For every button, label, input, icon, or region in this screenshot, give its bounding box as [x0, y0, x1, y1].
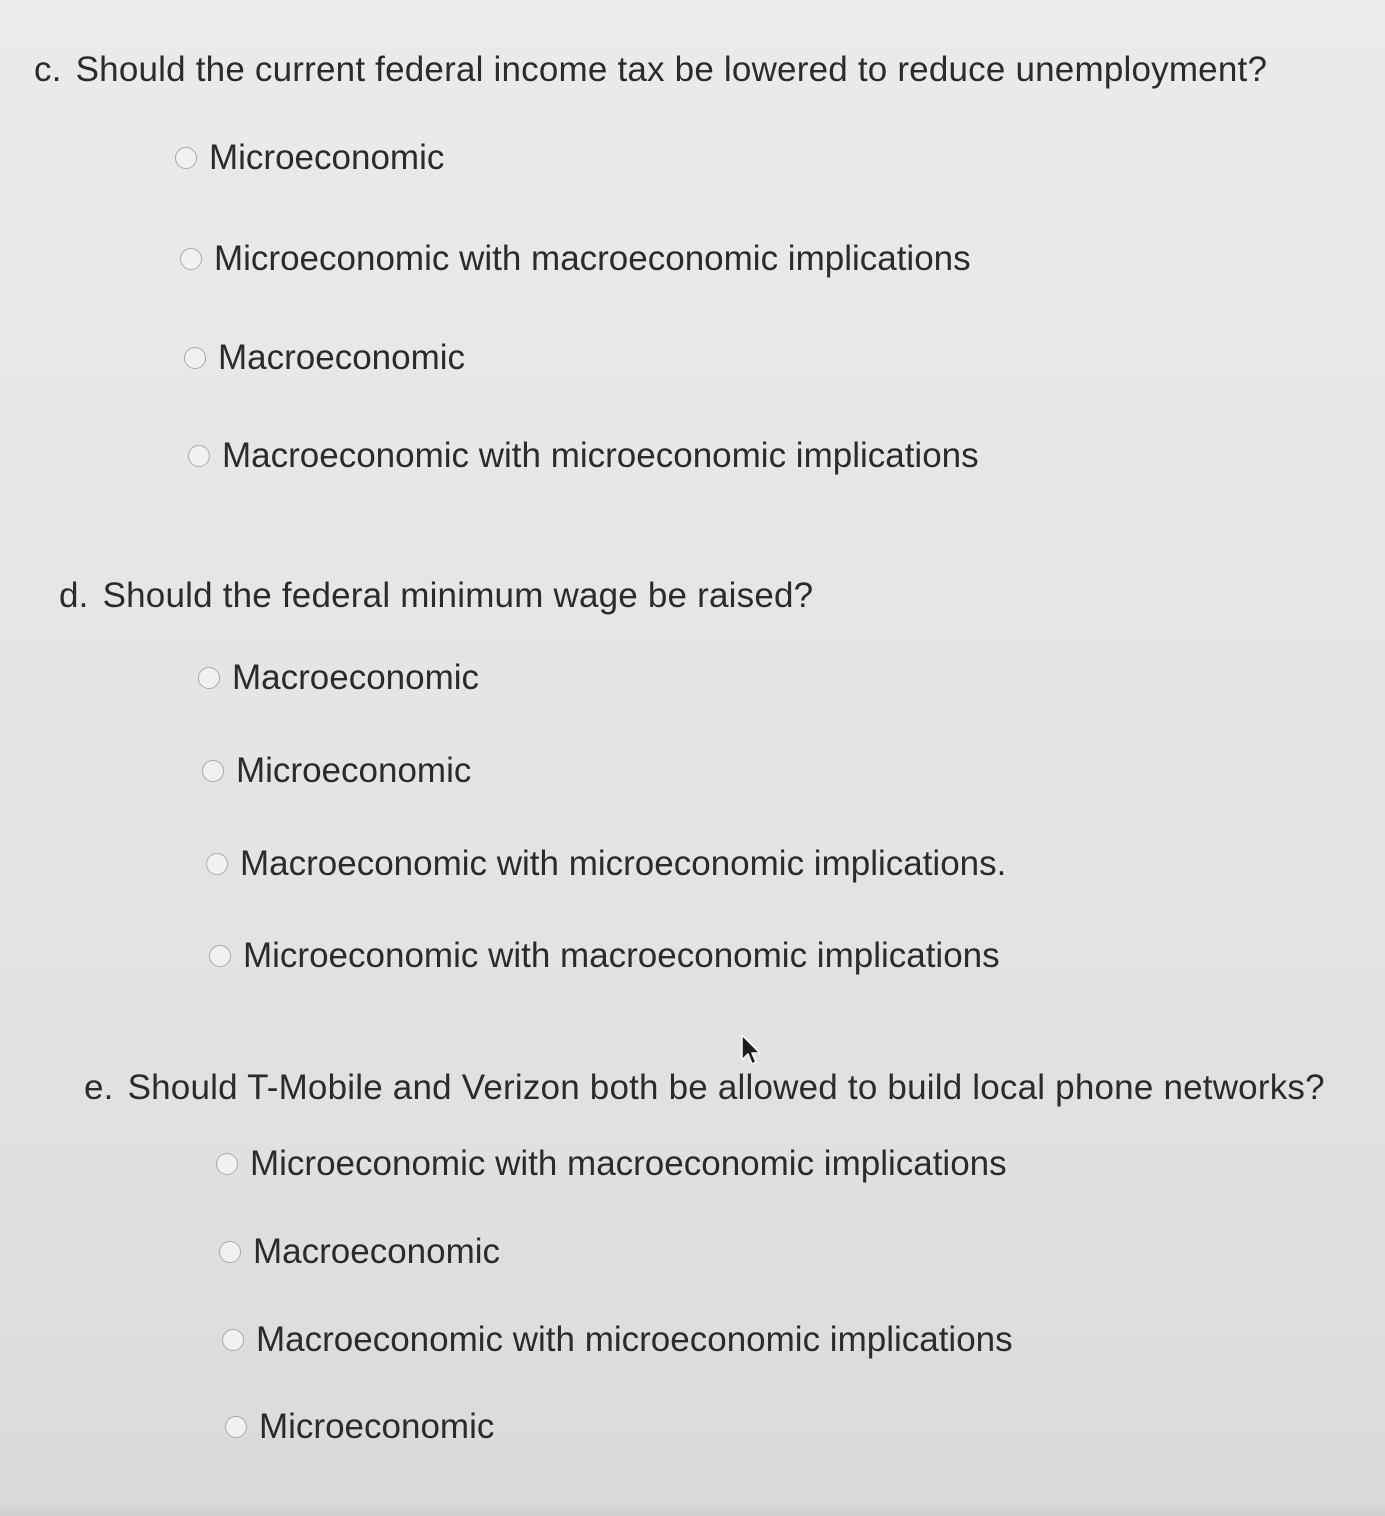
- radio-unselected-icon[interactable]: [202, 760, 224, 782]
- question-c-option-4[interactable]: [188, 436, 979, 476]
- question-c-option-2[interactable]: [180, 239, 971, 279]
- question-e-option-4[interactable]: [225, 1407, 494, 1447]
- mouse-pointer-icon: [739, 1033, 765, 1069]
- option-label: Macroeconomic: [232, 658, 480, 697]
- question-e-option-1[interactable]: [216, 1144, 1007, 1184]
- radio-unselected-icon[interactable]: [175, 147, 197, 169]
- option-label: Macroeconomic with microeconomic implications: [256, 1320, 1013, 1359]
- radio-unselected-icon[interactable]: [180, 248, 202, 270]
- bottom-edge-shade: [0, 1502, 1385, 1516]
- question-c-letter: c.: [34, 50, 62, 89]
- radio-unselected-icon[interactable]: [198, 667, 220, 689]
- question-d-option-4[interactable]: [209, 936, 1000, 976]
- radio-unselected-icon[interactable]: [209, 945, 231, 967]
- question-d-option-1[interactable]: [198, 658, 479, 698]
- question-c-option-1[interactable]: [175, 138, 444, 178]
- question-e-text: Should T-Mobile and Verizon both be allowed to build local phone networks?: [127, 1068, 1325, 1107]
- option-label: Macroeconomic: [253, 1232, 501, 1271]
- radio-unselected-icon[interactable]: [219, 1241, 241, 1263]
- question-e-option-3[interactable]: [222, 1320, 1013, 1360]
- radio-unselected-icon[interactable]: [184, 347, 206, 369]
- question-c-option-3[interactable]: [184, 338, 465, 378]
- question-d-prompt: [59, 576, 813, 616]
- option-label: Microeconomic: [236, 751, 472, 790]
- option-label: Microeconomic with macroeconomic implications: [214, 239, 971, 278]
- option-label: Macroeconomic with microeconomic implications.: [240, 844, 1007, 883]
- question-d-letter: d.: [59, 576, 89, 615]
- option-label: Microeconomic with macroeconomic implications: [243, 936, 1000, 975]
- radio-unselected-icon[interactable]: [188, 445, 210, 467]
- question-c-text: Should the current federal income tax be lowered to reduce unemployment?: [75, 50, 1268, 89]
- question-d-option-3[interactable]: [206, 844, 1006, 884]
- option-label: Microeconomic: [259, 1407, 495, 1446]
- question-d-text: Should the federal minimum wage be raised?: [102, 576, 814, 615]
- radio-unselected-icon[interactable]: [225, 1416, 247, 1438]
- option-label: Microeconomic: [209, 138, 445, 177]
- option-label: Macroeconomic with microeconomic implications: [222, 436, 979, 475]
- radio-unselected-icon[interactable]: [206, 853, 228, 875]
- question-e-prompt: [84, 1068, 1325, 1108]
- question-e-letter: e.: [84, 1068, 114, 1107]
- option-label: Microeconomic with macroeconomic implications: [250, 1144, 1007, 1183]
- question-c-prompt: [34, 50, 1267, 90]
- question-e-option-2[interactable]: [219, 1232, 500, 1272]
- option-label: Macroeconomic: [218, 338, 466, 377]
- radio-unselected-icon[interactable]: [216, 1153, 238, 1175]
- question-d-option-2[interactable]: [202, 751, 471, 791]
- radio-unselected-icon[interactable]: [222, 1329, 244, 1351]
